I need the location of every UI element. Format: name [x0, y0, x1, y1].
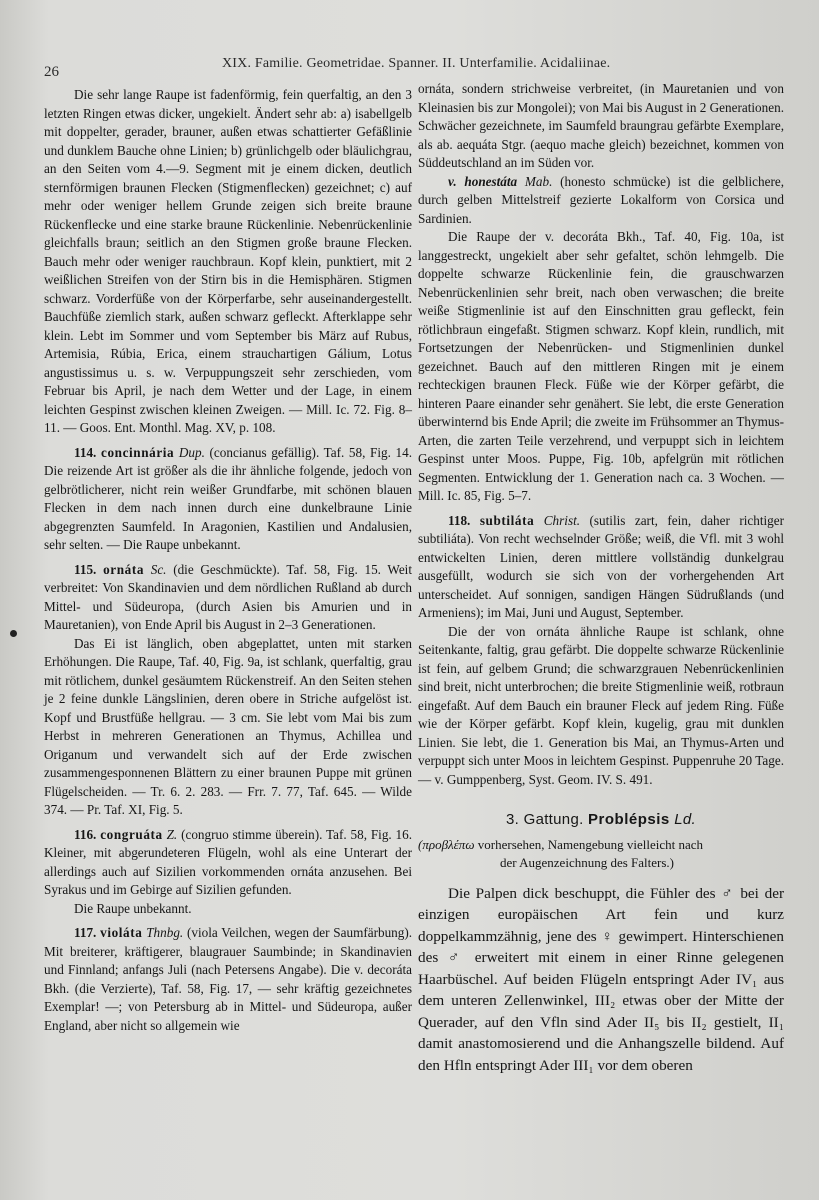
etymology-continued: der Augenzeichnung des Falters.)	[500, 855, 675, 870]
species-name: concinnária	[100, 444, 175, 460]
species-text: (viola Veilchen, wegen der Saumfärbung). Mit breiterer, kräftigerer, blaugrauer Saumbinde; in Skandinavien und Finnland; anfangs Juli (nach Petersens Angabe). Die v. decoráta Bkh. (die Verzierte), Taf. 58, Fig. 17, — sehr kräftig gezeichnetes Exemplar! —; von Petersburg ab in Mittel- und Südeuropa, außer England, aber nicht so allgemein wie	[44, 925, 413, 1033]
species-author: Thnbg.	[146, 925, 184, 940]
species-entry-114	[44, 444, 412, 555]
genus-author: Ld.	[674, 811, 696, 828]
genus-number: 3. Gattung.	[506, 811, 584, 828]
etymology-greek: (προβλέπω	[418, 836, 475, 852]
species-entry-117	[44, 924, 412, 1035]
species-number: 114.	[74, 444, 97, 460]
page-header	[30, 56, 790, 78]
species-number: 117.	[74, 925, 97, 940]
variety-name: v. honestáta	[448, 173, 518, 189]
genus-etymology	[418, 836, 784, 873]
variety-text: (honesto schmücke) ist die gelblichere, durch gelben Mittelstreif gezierte Lokalform von Corsica und Sardinien.	[418, 173, 785, 226]
paragraph-subtilata-raupe: Die der von ornáta ähnliche Raupe ist schlank, ohne Seitenkante, faltig, grau gefärbt. Die doppelte schwarze Rückenlinie ist fein, auf gelbem Grund; die schwarzgrauen Nebenrückenlinien sind breit, nicht unterbrochen; die breite Stigmenlinie weiß, rotbraun eingefaßt. Auf dem Bauch ein brauner Fleck auf jedem Ring. Füße wie der Körper gefärbt. Kopf klein, kugelig, grau mit dunklen Linien. Sie lebt, die 1. Generation bis Mai, an Thymus-Arten und verpuppt sich unter Moos in leichtem Gespinst. Puppenruhe 20 Tage. — v. Gumppenberg, Syst. Geom. IV. S. 491.	[418, 623, 784, 787]
species-text: (congruo stimme überein). Taf. 58, Fig. 16. Kleiner, mit abgerundeteren Flügeln, wohl als eine Unterart der allerdings auch auf Sizilien vorkommenden ornáta anzusehen. Bei Syrakus und im Gebirge auf Sizilien gefunden.	[44, 826, 413, 897]
genus-name: Problépsis	[588, 811, 670, 828]
right-column	[418, 80, 784, 1076]
paragraph-congruata-raupe: Die Raupe unbekannt.	[74, 900, 192, 916]
species-entry-115	[44, 561, 412, 635]
margin-mark	[10, 630, 17, 637]
page-number: 26	[44, 64, 59, 80]
species-text: (sutilis zart, fein, daher richtiger subtiliáta). Von recht wechselnder Größe; weiß, die Vfl. mit 3 wohl entwickelten Linien, deren mittlere vollständig dunkelgrau ausgefüllt, wodurch sie sich von der vorhergehenden Art unterscheidet. Auf sonnigen, sandigen Hängen Südrußlands (und Armeniens); im Mai, Juni und August, September.	[418, 512, 785, 620]
species-number: 116.	[74, 826, 97, 842]
species-author: Sc.	[150, 561, 167, 577]
genus-description: Die Palpen dick beschuppt, die Fühler des ♂ bei der einzigen europäischen Art fein und kurz doppelkammzähnig, jene des ♀ gewimpert. Hinterschienen des ♂ erweitert mit einem in einer Rinne gelegenen Haarbüschel. Auf beiden Flügeln entspringt Ader IV₁ aus dem unteren Zellenwinkel, III₂ etwas ober der Mitte der Querader, auf den Vfln sind Ader II₅ bis II₂ gestielt, II₁ damit anastomosierend und die Anhangszelle bildend. Auf den Hfln entspringt Ader III₁ vor dem oberen	[418, 884, 784, 1074]
running-title: XIX. Familie. Geometridae. Spanner. II. Unterfamilie. Acidaliinae.	[222, 56, 611, 71]
species-name: subtiláta	[479, 512, 535, 528]
left-column	[44, 86, 412, 1035]
species-text: (die Geschmückte). Taf. 58, Fig. 15. Weit verbreitet: Von Skandinavien und dem nördlichen Rußland ab durch Mittel- und Südeuropa, (durch Asien bis Amurien und in Mauretanien), von Ende April bis August in 2–3 Generationen.	[44, 561, 412, 632]
variety-author: Mab.	[524, 173, 553, 189]
species-name: congruáta	[100, 826, 163, 842]
species-author: Z.	[166, 826, 178, 842]
species-text: (concianus gefällig). Taf. 58, Fig. 14. Die reizende Art ist größer als die ihr ähnliche folgende, jedoch von gelbrötlicherer, nicht rein weißer Grundfarbe, mit schönen blauen Flecken in dem nach innen durch eine dunkelbraune Linie abgegrenzten Saumfeld. In Aragonien, Kastilien und Andalusien, sehr selten. — Die Raupe unbekannt.	[44, 444, 413, 552]
paragraph-ornata-raupe: Das Ei ist länglich, oben abgeplattet, unten mit starken Erhöhungen. Die Raupe, Taf. 40, Fig. 9a, ist schlank, querfaltig, grau mit rötlichem, dunkel gesäumtem Rückenstreif. An den Seiten stehen je 2 feine dunkle Längslinien, deren obere in Striche aufgelöst ist. Kopf und Brustfüße hellgrau. — 3 cm. Sie lebt vom Mai bis zum Herbst in mehreren Generationen an Thymus, Achillea und Origanum und verwandelt sich auf der Erde zwischen zusammengesponnenen Blättern zu einer braunen Puppe mit grünen Flügelscheiden. — Tr. 6. 2. 283. — Frr. 7. 77, Taf. 645. — Wilde 374. — Pr. Taf. XI, Fig. 5.	[44, 635, 412, 817]
genus-heading	[418, 811, 784, 830]
species-number: 115.	[74, 561, 97, 577]
species-author: Dup.	[178, 444, 205, 460]
variety-honestata	[418, 173, 784, 229]
species-name: violáta	[100, 925, 143, 940]
species-entry-116	[44, 826, 412, 900]
paragraph-decorata-raupe: Die Raupe der v. decoráta Bkh., Taf. 40, Fig. 10a, ist langgestreckt, ungekielt aber sehr gefaltet, schön lehmgelb. Die doppelte schwarze Rückenlinie fein, die grauschwarzen Nebenrückenlinien sehr breit, nach oben verwaschen; die breite weiße Stigmenlinie ist auf den Einschnitten grau gefleckt, fein rötlichbraun eingefaßt. Stigmen schwarz. Kopf klein, rundlich, mit Fortsetzungen der Nebenrücken- und Stigmenlinien dunkel gezeichnet. Bauch auf den mittleren Ringen mit je einem rechteckigen braunen Fleck. Füße wie der Körper gefärbt, die hinteren Paare einander sehr genähert. Sie lebt, die erste Generation überwinternd bis Ende April; die zweite im Frühsommer an Thymus-Arten, die zarten Teile verzehrend, und verpuppt sich in leichtem Gespinst unter Moos. Puppe, Fig. 10b, apfelgrün mit rötlichen Segmenten. Entwicklung der 1. Generation nach ca. 3 Wochen. — Mill. Ic. 85, Fig. 5–7.	[418, 229, 784, 503]
species-number: 118.	[448, 512, 471, 528]
etymology-text: vorhersehen, Namengebung vielleicht nach	[477, 836, 704, 852]
paragraph-continued: ornáta, sondern strichweise verbreitet, (in Mauretanien und von Kleinasien bis zur Mongolei); von Mai bis August in 2 Generationen. Schwächer gezeichnete, im Saumfeld braungrau gefärbte Exemplare, als ab. aequáta Stgr. (aequo mache gleich) bezeichnet, kommen von Süddeutschland an im Süden vor.	[418, 81, 784, 170]
paragraph-raupe-description: Die sehr lange Raupe ist fadenförmig, fein querfaltig, an den 3 letzten Ringen etwas dicker, ungekielt. Ändert sehr ab: a) isabellgelb mit doppelter, gerader, brauner, außen etwas schattierter Gefäßlinie und dunklem Bauche ohne Linien; b) grünlichgelb oder bläulichgrau, an den Seiten vom 4.—9. Segment mit je einem dicken, deutlich sternförmigen braunen Flecken (Stigmenflecken) gezeichnet; c) auf mehr oder weniger hellem Grunde zeigen sich breite braune Rückenflecke und eine starke braune Rückenlinie. Nebenrückenlinie gleichfalls braun; seitlich an den Stigmen große braune Flecken. Bauch mehr oder weniger rauchbraun. Kopf klein, punktiert, mit 2 weißlichen Streifen von der Stirn bis in die Hemisphären. Stigmen schwarz. Vorderfüße von der Körperfarbe, sehr auseinandergestellt. Bauchfüße ziemlich stark, außen schwarz gefleckt. Afterklappe sehr klein. Lebt im Sommer und vom September bis März auf Rubus, Artemisia, Rúbia, Erica, einem strauchartigen Gálium, Lotus angustissimus u. s. w. Verpuppungszeit sehr zerschieden, vom Februar bis April, je nach dem Wetter und der Lage, in einem leichten Gespinst zwischen kleinen Zweigen. — Mill. Ic. 72. Fig. 8–11. — Goos. Ent. Monthl. Mag. XV, p. 108.	[44, 87, 412, 435]
species-author: Christ.	[543, 512, 581, 528]
species-entry-118	[418, 512, 784, 623]
species-name: ornáta	[103, 561, 145, 577]
